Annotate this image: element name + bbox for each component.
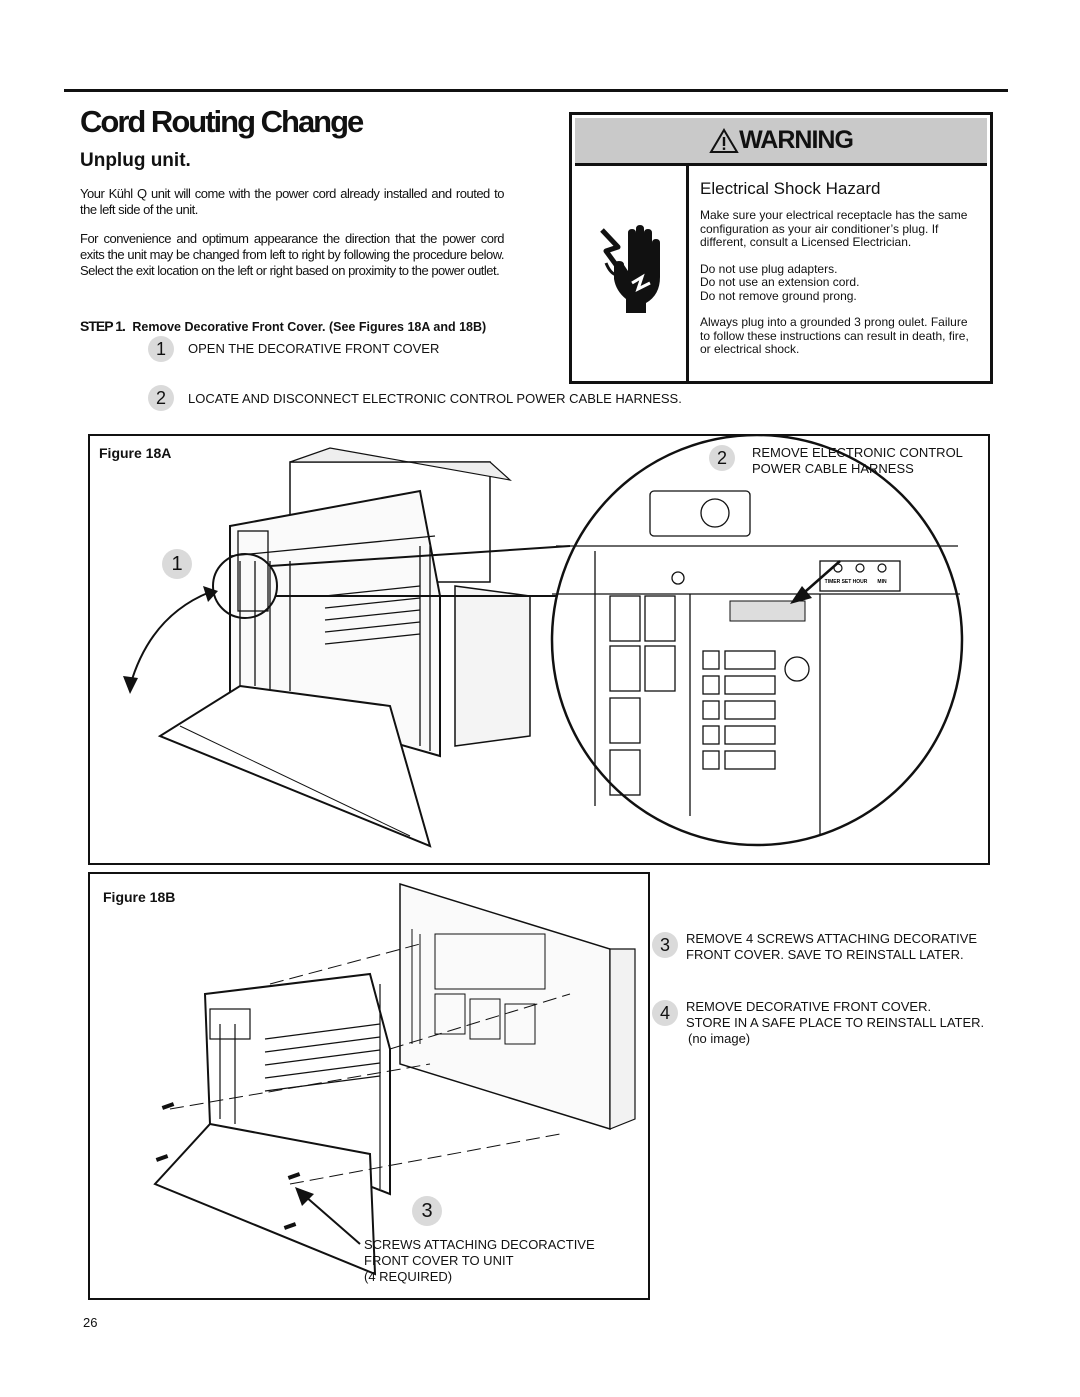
screws-caption-line: SCREWS ATTACHING DECORACTIVE	[364, 1237, 595, 1252]
callout-3-line: REMOVE 4 SCREWS ATTACHING DECORATIVE	[686, 931, 978, 946]
warning-line: Do not use plug adapters.	[700, 261, 838, 276]
step-number-2: 2	[148, 385, 174, 411]
header-rule	[64, 89, 1008, 92]
callout-4-line: (no image)	[688, 1031, 751, 1046]
warning-paragraph-2	[700, 263, 980, 304]
panel-label-min: MIN	[877, 579, 887, 585]
callout-2-text	[752, 445, 963, 477]
warning-divider	[686, 166, 689, 381]
hazard-title: Electrical Shock Hazard	[700, 179, 881, 198]
callout-3-circle: 3	[652, 932, 678, 958]
warning-box	[569, 112, 993, 384]
callout-2-line: REMOVE ELECTRONIC CONTROL	[752, 445, 963, 460]
callout-2-line: POWER CABLE HARNESS	[752, 461, 914, 476]
screws-caption	[364, 1237, 595, 1285]
panel-label-timer: TIMER SET	[824, 579, 852, 585]
step-label: STEP 1.	[80, 318, 125, 334]
callout-4-circle: 4	[652, 1000, 678, 1026]
intro-paragraph-1: Your Kühl Q unit will come with the power cord already installed and routed to the left side of the unit.	[80, 186, 504, 217]
callout-4-line: STORE IN A SAFE PLACE TO REINSTALL LATER.	[686, 1015, 985, 1030]
panel-label-hour: HOUR	[852, 579, 868, 585]
callout-4-text	[686, 999, 984, 1047]
page-title: Cord Routing Change	[80, 104, 363, 139]
warning-header	[575, 118, 987, 166]
step-number-1: 1	[148, 336, 174, 362]
callout-2-circle: 2	[709, 445, 735, 471]
callout-3-line: FRONT COVER. SAVE TO REINSTALL LATER.	[686, 947, 964, 962]
screws-callout-circle: 3	[412, 1196, 442, 1226]
warning-body	[700, 179, 980, 370]
warning-heading: WARNING	[739, 126, 853, 154]
warning-line: Do not use an extension cord.	[700, 275, 860, 289]
callout-3-text	[686, 931, 977, 963]
page-number: 26	[83, 1315, 98, 1330]
intro-paragraph-2: For convenience and optimum appearance the direction that the power cord exits the unit may be changed from left to right by following the procedure below. Select the exit location on the left or right based on proximity to the power outlet.	[80, 231, 504, 278]
electric-shock-hand-icon	[592, 225, 672, 315]
step-item-1-text: OPEN THE DECORATIVE FRONT COVER	[188, 341, 440, 356]
figure-18b-frame	[88, 872, 650, 1300]
warning-paragraph-3: Always plug into a grounded 3 prong oulet. Failure to follow these instructions can result in death, fire, or electrical shock.	[700, 315, 969, 356]
step-heading	[80, 318, 486, 334]
warning-triangle-icon	[709, 128, 739, 154]
figure-18b-illustration	[90, 874, 648, 1298]
callout-4-line: REMOVE DECORATIVE FRONT COVER.	[686, 999, 932, 1014]
warning-paragraph-1: Make sure your electrical receptacle has the same configuration as your air conditioner’s plug. If different, consult a Licensed Electrician.	[700, 208, 968, 249]
screws-caption-line: (4 REQUIRED)	[364, 1269, 453, 1284]
callout-1-circle: 1	[162, 549, 192, 579]
step-item-2-text: LOCATE AND DISCONNECT ELECTRONIC CONTROL POWER CABLE HARNESS.	[188, 391, 682, 406]
step-text: Remove Decorative Front Cover. (See Figures 18A and 18B)	[132, 320, 487, 334]
figure-18a-label: Figure 18A	[99, 445, 172, 461]
figure-18b-label: Figure 18B	[103, 889, 176, 905]
screws-caption-line: FRONT COVER TO UNIT	[364, 1253, 514, 1268]
warning-line: Do not remove ground prong.	[700, 288, 857, 303]
section-subtitle: Unplug unit.	[80, 150, 191, 171]
figure-18a-illustration	[90, 436, 988, 863]
figure-18a-frame	[88, 434, 990, 865]
